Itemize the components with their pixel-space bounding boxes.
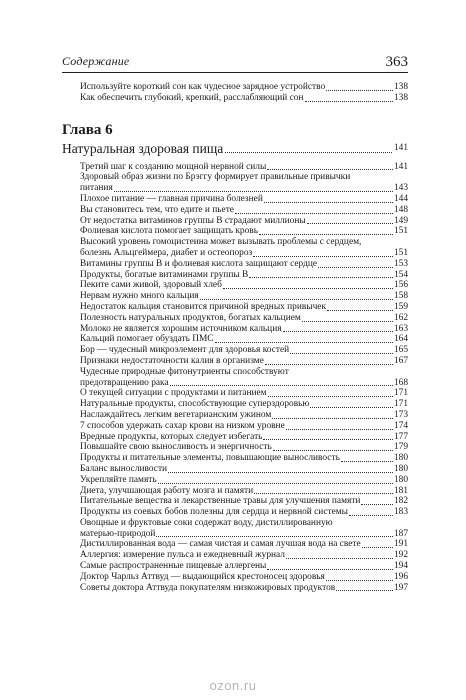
- toc-entry-page: 158: [393, 291, 408, 302]
- leader-dots: [254, 493, 393, 494]
- toc-entry[interactable]: [62, 518, 408, 540]
- leader-dots: [349, 515, 393, 516]
- toc-entry-page: 180: [393, 463, 408, 474]
- toc-entry[interactable]: [62, 291, 408, 302]
- toc-entry[interactable]: [62, 550, 408, 561]
- chapter-page: 141: [393, 142, 408, 153]
- toc-entry[interactable]: [62, 442, 408, 453]
- running-header: [62, 50, 408, 73]
- leader-dots: [223, 288, 393, 289]
- toc-entry-text: Как обеспечить глубокий, крепкий, расслабляющий сон: [80, 92, 304, 103]
- toc-entry[interactable]: [62, 356, 408, 367]
- leader-dots: [168, 472, 393, 473]
- toc-entry-page: 141: [393, 161, 408, 172]
- toc-entry[interactable]: [62, 226, 408, 237]
- leader-dots: [362, 547, 393, 548]
- toc-entry-text: Продукты и питательные элементы, повышающие выносливость: [80, 453, 340, 464]
- toc-entry-page: 162: [393, 312, 408, 323]
- toc-entry-page: 171: [393, 399, 408, 410]
- toc-entry-text: Аллергия: измерение пульса и ежедневный журнал: [80, 550, 285, 561]
- toc-entry-text: Повышайте свою выносливость и энергичность: [80, 442, 272, 453]
- toc-entry[interactable]: [62, 334, 408, 345]
- leader-dots: [341, 461, 393, 462]
- page-number: 363: [385, 54, 408, 70]
- toc-entry[interactable]: [62, 561, 408, 572]
- leader-dots: [215, 342, 393, 343]
- toc-entry-text: Используйте короткий сон как чудесное зарядное устройство: [80, 82, 326, 92]
- toc-entry-text: Наслаждайтесь легким вегетарианским ужином: [80, 409, 272, 420]
- toc-entry-page: 182: [393, 496, 408, 507]
- toc-entry-text: Бор — чудесный микроэлемент для здоровья костей: [80, 345, 290, 356]
- toc-entry-text: Укрепляйте память: [80, 474, 157, 485]
- toc-entry-text: Диета, улучшающая работу мозга и памяти: [80, 485, 254, 496]
- toc-entry[interactable]: [62, 172, 408, 194]
- toc-entry-page: 156: [393, 280, 408, 291]
- toc-entry-page: 151: [393, 226, 408, 237]
- toc-entry-page: 180: [393, 453, 408, 464]
- watermark: ozon.ru: [209, 678, 257, 693]
- toc-entry-page: 151: [393, 247, 408, 258]
- toc-entry-text: Витамины группы В и фолиевая кислота защищают сердце: [80, 258, 318, 269]
- toc-entry-page: 177: [393, 431, 408, 442]
- toc-entry[interactable]: [62, 432, 408, 443]
- toc-entry-text: Советы доктора Аттвуда покупателям низкожировых продуктов: [80, 582, 336, 593]
- toc-entry-page: 174: [393, 420, 408, 431]
- toc-entry-text: От недостатка витаминов группы В страдают миллионы: [80, 215, 306, 226]
- chapter-title[interactable]: [62, 141, 408, 156]
- toc-entry-text: Вы становитесь тем, что едите и пьете: [80, 204, 234, 215]
- toc-entry-page: 143: [393, 183, 408, 194]
- leader-dots: [336, 590, 393, 591]
- toc-entry[interactable]: [62, 583, 408, 594]
- leader-dots: [310, 407, 393, 408]
- toc-entry-text: предотвращению рака: [80, 377, 169, 388]
- toc-entry-text: Продукты из соевых бобов полезны для сердца и нервной системы: [80, 507, 348, 518]
- leader-dots: [249, 277, 393, 278]
- toc-entry-text: матерью-природой: [80, 528, 156, 539]
- toc-entry-page: 167: [393, 355, 408, 366]
- toc-entry-page: 173: [393, 409, 408, 420]
- toc-entry-page: 168: [393, 377, 408, 388]
- toc-entry[interactable]: [62, 453, 408, 464]
- leader-dots: [327, 310, 393, 311]
- leader-dots: [253, 256, 393, 257]
- toc-entry-text: Натуральные продукты, способствующие суперздоровью: [80, 399, 310, 410]
- leader-dots: [235, 213, 393, 214]
- toc-entry[interactable]: [62, 421, 408, 432]
- toc-entry-text: Баланс выносливости: [80, 463, 168, 474]
- toc-entry[interactable]: [62, 507, 408, 518]
- toc-entry[interactable]: [62, 93, 408, 104]
- toc-entry[interactable]: [62, 259, 408, 270]
- toc-entry-text: Молоко не является хорошим источником кальция: [80, 323, 282, 334]
- toc-entry[interactable]: [62, 270, 408, 281]
- header-title: Содержание: [62, 54, 130, 68]
- leader-dots: [170, 385, 393, 386]
- toc-entry-page: 194: [393, 561, 408, 572]
- toc-entry-page: 163: [393, 323, 408, 334]
- toc-entry[interactable]: [62, 345, 408, 356]
- leader-dots: [286, 429, 393, 430]
- toc-entry[interactable]: [62, 475, 408, 486]
- leader-dots: [361, 504, 393, 505]
- toc-entry-text: 7 способов удержать сахар крови на низком уровне: [80, 420, 285, 431]
- toc-entry-text: Здоровый образ жизни по Брэггу формирует правильные привычки: [80, 172, 351, 183]
- toc-entry-page: 179: [393, 442, 408, 453]
- leader-dots: [156, 536, 393, 537]
- leader-dots: [114, 191, 393, 192]
- leader-dots: [305, 101, 393, 102]
- toc-entry[interactable]: [62, 572, 408, 583]
- toc-entry-page: 180: [393, 474, 408, 485]
- toc-entries: [62, 162, 408, 594]
- leader-dots: [272, 418, 393, 419]
- toc-entry[interactable]: [62, 399, 408, 410]
- toc-entry-page: 187: [393, 528, 408, 539]
- pre-entries: [62, 82, 408, 104]
- leader-dots: [225, 152, 392, 153]
- toc-entry[interactable]: [62, 237, 408, 259]
- leader-dots: [264, 202, 393, 203]
- toc-entry-text: Недостаток кальция становится причиной вредных привычек: [80, 301, 327, 312]
- toc-entry[interactable]: [62, 324, 408, 335]
- toc-entry-page: 159: [393, 301, 408, 312]
- toc-entry-text: Нервам нужно много кальция: [80, 291, 199, 302]
- toc-entry-text: Полезность натуральных продуктов, богатых кальцием: [80, 312, 301, 323]
- table-of-contents: [62, 82, 408, 593]
- leader-dots: [302, 321, 393, 322]
- toc-entry-text: питания: [80, 183, 113, 194]
- toc-entry[interactable]: [62, 280, 408, 291]
- toc-entry-text: Высокий уровень гомоцистеина может вызывать проблемы с сердцем,: [80, 237, 362, 248]
- toc-entry[interactable]: [62, 162, 408, 173]
- toc-entry-page: 154: [393, 269, 408, 280]
- toc-entry-text: Вредные продукты, которых следует избегать: [80, 431, 263, 442]
- toc-entry-text: Доктор Чарльз Аттвуд — выдающийся крестоносец здоровья: [80, 571, 325, 582]
- toc-entry-text: Пеките сами живой, здоровый хлеб: [80, 280, 222, 291]
- leader-dots: [286, 558, 393, 559]
- toc-entry-page: 171: [393, 388, 408, 399]
- leader-dots: [268, 396, 393, 397]
- toc-entry-text: Продукты, богатые витаминами группы В: [80, 269, 249, 280]
- toc-entry-text: Фолиевая кислота помогает защищать кровь: [80, 226, 258, 237]
- leader-dots: [326, 580, 393, 581]
- toc-entry-page: 197: [393, 582, 408, 593]
- toc-entry[interactable]: [62, 82, 408, 93]
- toc-entry-text: Кальций помогает обуздать ПМС: [80, 334, 214, 345]
- toc-entry-text: Самые распространенные пищевые аллергены: [80, 561, 267, 572]
- toc-entry[interactable]: [62, 216, 408, 227]
- leader-dots: [273, 450, 393, 451]
- toc-entry[interactable]: [62, 410, 408, 421]
- leader-dots: [267, 169, 393, 170]
- toc-entry-text: болезнь Альцгеймера, диабет и остеопороз: [80, 247, 253, 258]
- toc-entry-text: Плохое питание — главная причина болезней: [80, 193, 263, 204]
- toc-entry-text: О текущей ситуации с продуктами и питанием: [80, 388, 267, 399]
- toc-entry-page: 153: [393, 258, 408, 269]
- leader-dots: [326, 90, 393, 91]
- toc-entry-text: Овощные и фруктовые соки содержат воду, дистиллированную: [80, 517, 333, 528]
- toc-entry-text: Признаки недостаточности калия в организме: [80, 355, 264, 366]
- leader-dots: [307, 223, 393, 224]
- toc-entry-page: 149: [393, 215, 408, 226]
- toc-entry[interactable]: [62, 496, 408, 507]
- leader-dots: [263, 439, 393, 440]
- leader-dots: [265, 364, 393, 365]
- toc-entry[interactable]: [62, 205, 408, 216]
- toc-entry-page: 192: [393, 550, 408, 561]
- leader-dots: [290, 353, 393, 354]
- toc-entry-page: 164: [393, 334, 408, 345]
- toc-entry[interactable]: [62, 313, 408, 324]
- chapter-title-text: Натуральная здоровая пища: [62, 140, 224, 156]
- toc-entry-page: 181: [393, 485, 408, 496]
- toc-entry[interactable]: [62, 388, 408, 399]
- toc-entry-page: 144: [393, 193, 408, 204]
- toc-entry-text: Дистиллированная вода — самая чистая и самая лучшая вода на свете: [80, 539, 361, 550]
- leader-dots: [267, 569, 393, 570]
- toc-entry-page: 138: [393, 82, 408, 92]
- toc-entry-page: 196: [393, 571, 408, 582]
- toc-entry[interactable]: [62, 367, 408, 389]
- toc-entry[interactable]: [62, 539, 408, 550]
- toc-entry-page: 148: [393, 204, 408, 215]
- toc-entry[interactable]: [62, 486, 408, 497]
- leader-dots: [259, 234, 393, 235]
- toc-entry-text: Третий шаг к созданию мощной нервной силы: [80, 161, 267, 172]
- toc-entry-text: Питательные вещества и лекарственные травы для улучшения памяти: [80, 496, 361, 507]
- toc-entry-text: Чудесные природные фитонутриенты способствуют: [80, 366, 289, 377]
- leader-dots: [283, 331, 393, 332]
- leader-dots: [158, 483, 393, 484]
- toc-entry-page: 191: [393, 539, 408, 550]
- toc-entry-page: 183: [393, 507, 408, 518]
- toc-entry[interactable]: [62, 194, 408, 205]
- toc-entry[interactable]: [62, 302, 408, 313]
- toc-entry-page: 165: [393, 345, 408, 356]
- toc-entry-page: 138: [393, 92, 408, 103]
- leader-dots: [318, 267, 393, 268]
- chapter-label: Глава 6: [62, 121, 113, 138]
- leader-dots: [200, 299, 393, 300]
- toc-entry[interactable]: [62, 464, 408, 475]
